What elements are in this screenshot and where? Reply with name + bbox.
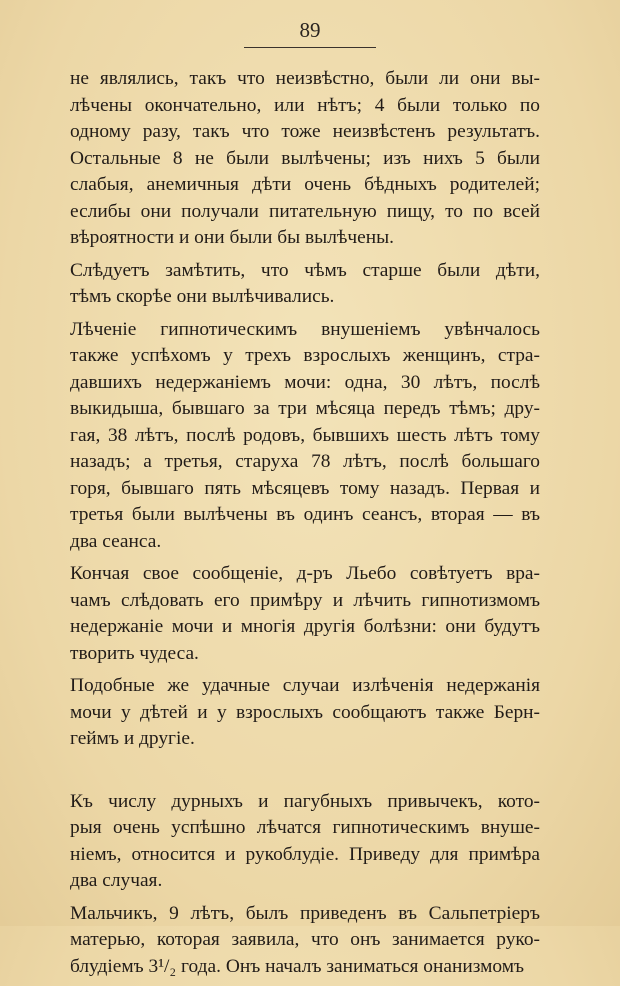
- text-line: назадъ; а третья, старуха 78 лѣтъ, послѣ большаго: [70, 451, 540, 472]
- text-line: третья были вылѣчены въ одинъ сеансъ, вторая — въ: [70, 504, 540, 525]
- text-line: творить чудеса.: [70, 642, 199, 664]
- text-line: еслибы они получали питательную пищу, то по всей: [70, 200, 540, 222]
- section-gap: [70, 759, 540, 789]
- text-line: Подобные же удачные случаи излѣченія недержанія: [70, 675, 540, 696]
- text-line: ніемъ, относится и рукоблудіе. Приведу для примѣра: [70, 843, 540, 865]
- text-line: горя, бывшаго пять мѣсяцевъ тому назадъ. Первая и: [70, 477, 540, 499]
- text-line: гая, 38 лѣтъ, послѣ родовъ, бывшихъ шесть лѣтъ тому: [70, 424, 540, 446]
- text-line: блудіемъ 3¹/₂ года. Онъ началъ заниматься онанизмомъ: [70, 955, 525, 977]
- text-line: геймъ и другіе.: [70, 728, 195, 749]
- paragraph: [70, 317, 540, 556]
- paragraph: [70, 789, 540, 895]
- text-line: недержаніе мочи и многія другія болѣзни: они будутъ: [70, 616, 540, 637]
- text-line: Слѣдуетъ замѣтить, что чѣмъ старше были дѣти,: [70, 259, 540, 281]
- page-number: 89: [299, 18, 321, 42]
- text-line: мочи у дѣтей и у взрослыхъ сообщаютъ также Берн-: [70, 701, 540, 723]
- text-line: тѣмъ скорѣе они вылѣчивались.: [70, 286, 335, 307]
- text-line: также успѣхомъ у трехъ взрослыхъ женщинъ, стра-: [70, 345, 540, 366]
- paragraph: [70, 258, 540, 311]
- text-line: Остальные 8 не были вылѣчены; изъ нихъ 5 были: [70, 147, 540, 169]
- paragraph: [70, 673, 540, 753]
- text-line: Лѣченіе гипнотическимъ внушеніемъ увѣнчалось: [70, 318, 540, 340]
- text-line: выкидыша, бывшаго за три мѣсяца передъ тѣмъ; дру-: [70, 398, 540, 419]
- text-line: Кончая свое сообщеніе, д-ръ Льебо совѣтуетъ вра-: [70, 563, 540, 584]
- paragraph: [70, 561, 540, 667]
- text-line: вѣроятности и они были бы вылѣчены.: [70, 227, 395, 248]
- text-line: давшихъ недержаніемъ мочи: одна, 30 лѣтъ, послѣ: [70, 371, 540, 393]
- text-line: рыя очень успѣшно лѣчатся гипнотическимъ внуше-: [70, 817, 540, 838]
- paragraph: [70, 66, 540, 252]
- header-rule: [244, 47, 376, 48]
- text-line: лѣчены окончательно, или нѣтъ; 4 были только по: [70, 94, 540, 116]
- text-line: слабыя, анемичныя дѣти очень бѣдныхъ родителей;: [70, 174, 540, 195]
- text-line: Мальчикъ, 9 лѣтъ, былъ приведенъ въ Сальпетріеръ: [70, 902, 540, 924]
- text-line: матерью, которая заявила, что онъ занимается руко-: [70, 929, 540, 950]
- text-line: одному разу, такъ что тоже неизвѣстенъ результатъ.: [70, 121, 540, 142]
- text-line: не являлись, такъ что неизвѣстно, были ли они вы-: [70, 68, 540, 89]
- text-line: чамъ слѣдовать его примѣру и лѣчить гипнотизмомъ: [70, 589, 540, 611]
- text-line: два случая.: [70, 870, 163, 891]
- text-line: Къ числу дурныхъ и пагубныхъ привычекъ, кото-: [70, 790, 540, 812]
- text-line: два сеанса.: [70, 530, 162, 552]
- paragraph: [70, 901, 540, 981]
- body-text: [70, 66, 540, 986]
